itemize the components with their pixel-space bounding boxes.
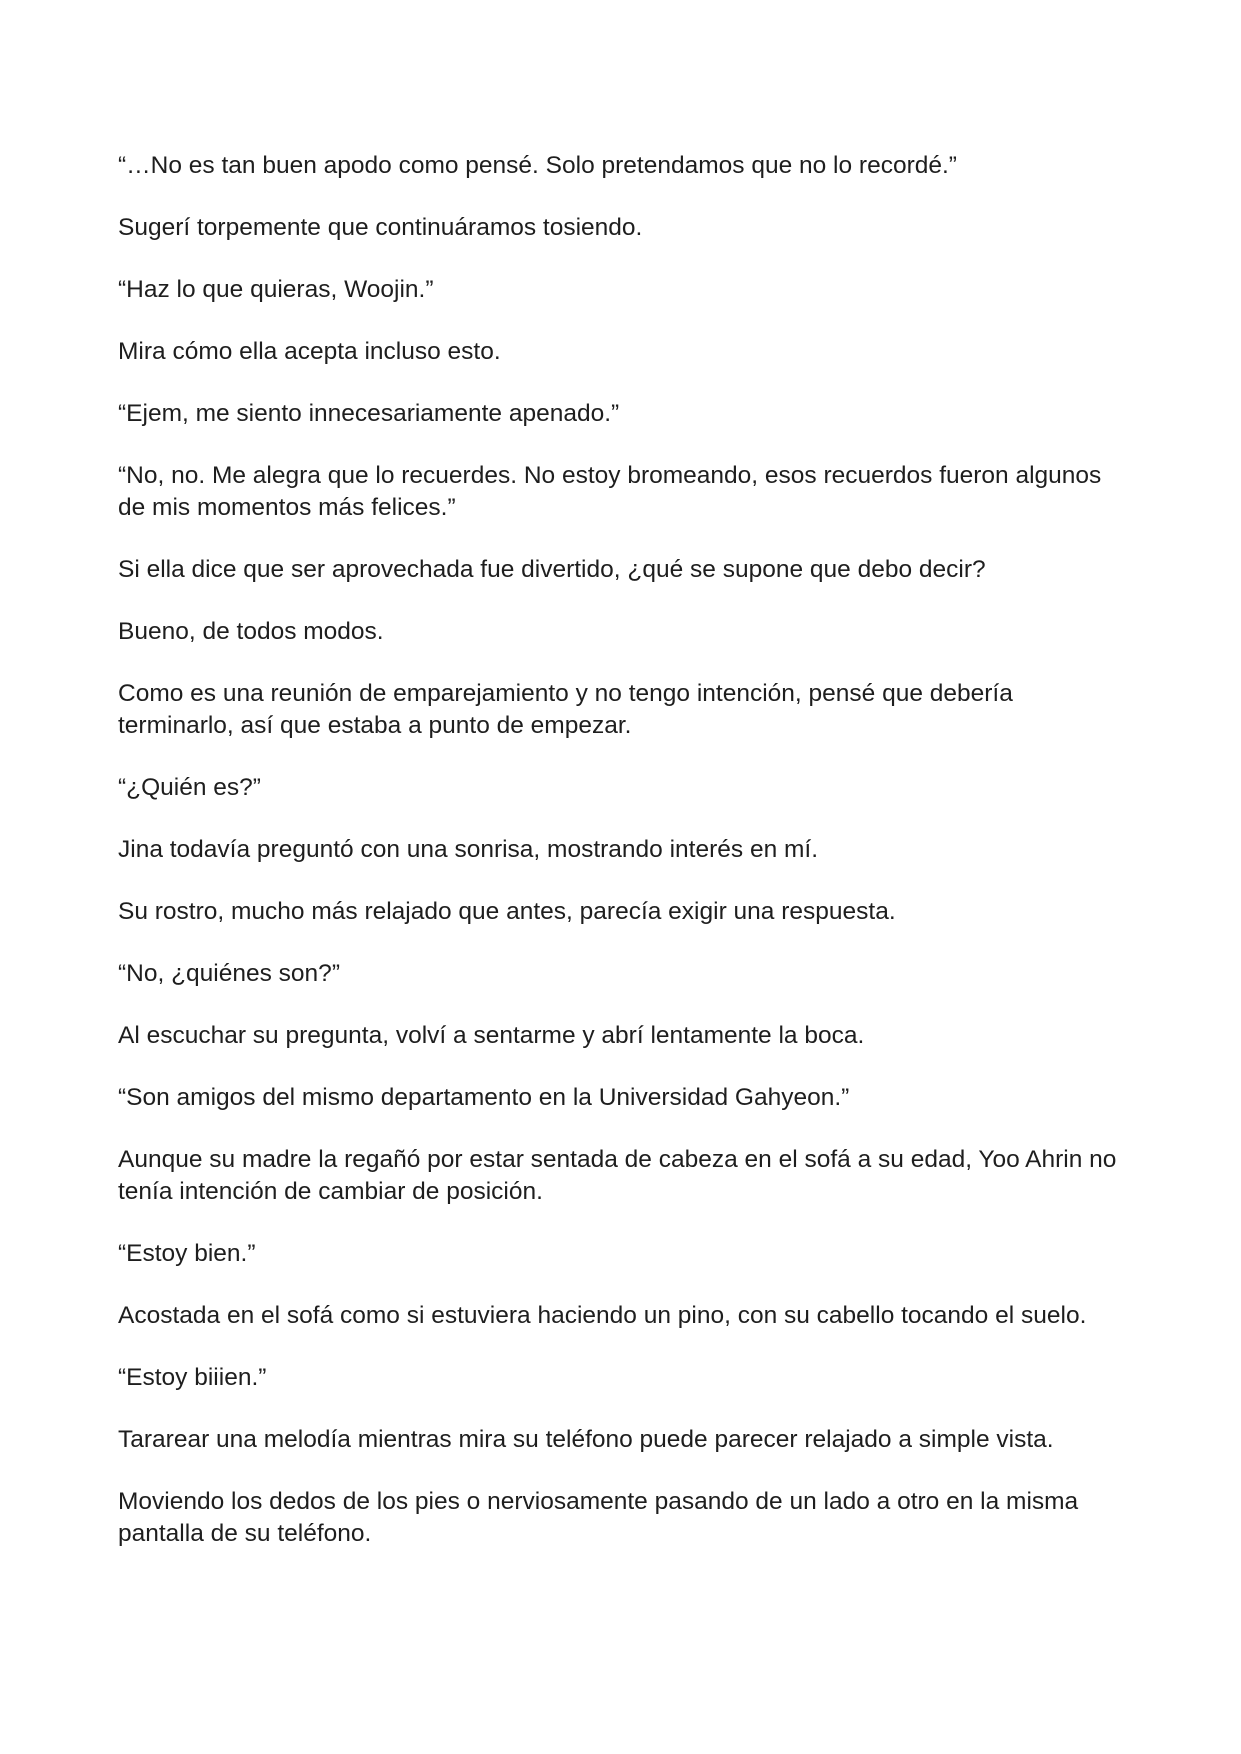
document-body — [118, 150, 1128, 1580]
paragraph: Moviendo los dedos de los pies o nerviosamente pasando de un lado a otro en la misma pantalla de su teléfono. — [118, 1488, 1079, 1547]
paragraph: Al escuchar su pregunta, volví a sentarme y abrí lentamente la boca. — [118, 1022, 865, 1049]
paragraph: “¿Quién es?” — [118, 774, 261, 801]
paragraph: “No, no. Me alegra que lo recuerdes. No estoy bromeando, esos recuerdos fueron algunos de mis momentos más felices.” — [118, 462, 1102, 521]
paragraph: “Son amigos del mismo departamento en la Universidad Gahyeon.” — [118, 1084, 850, 1111]
paragraph: “Estoy bien.” — [118, 1240, 256, 1267]
paragraph: “Ejem, me siento innecesariamente apenado.” — [118, 400, 620, 427]
paragraph: Si ella dice que ser aprovechada fue divertido, ¿qué se supone que debo decir? — [118, 556, 986, 583]
paragraph: “Estoy biiien.” — [118, 1364, 267, 1391]
paragraph: Jina todavía preguntó con una sonrisa, mostrando interés en mí. — [118, 836, 819, 863]
paragraph: Acostada en el sofá como si estuviera haciendo un pino, con su cabello tocando el suelo. — [118, 1302, 1087, 1329]
paragraph: “No, ¿quiénes son?” — [118, 960, 340, 987]
paragraph: Su rostro, mucho más relajado que antes, parecía exigir una respuesta. — [118, 898, 896, 925]
paragraph: “Haz lo que quieras, Woojin.” — [118, 276, 434, 303]
paragraph: Como es una reunión de emparejamiento y no tengo intención, pensé que debería terminarlo, así que estaba a punto de empezar. — [118, 680, 1013, 739]
paragraph: Tararear una melodía mientras mira su teléfono puede parecer relajado a simple vista. — [118, 1426, 1054, 1453]
paragraph: Aunque su madre la regañó por estar sentada de cabeza en el sofá a su edad, Yoo Ahrin no tenía intención de cambiar de posición. — [118, 1146, 1117, 1205]
paragraph: Sugerí torpemente que continuáramos tosiendo. — [118, 214, 643, 241]
paragraph: “…No es tan buen apodo como pensé. Solo pretendamos que no lo recordé.” — [118, 152, 957, 179]
paragraph: Bueno, de todos modos. — [118, 618, 384, 645]
paragraph: Mira cómo ella acepta incluso esto. — [118, 338, 501, 365]
